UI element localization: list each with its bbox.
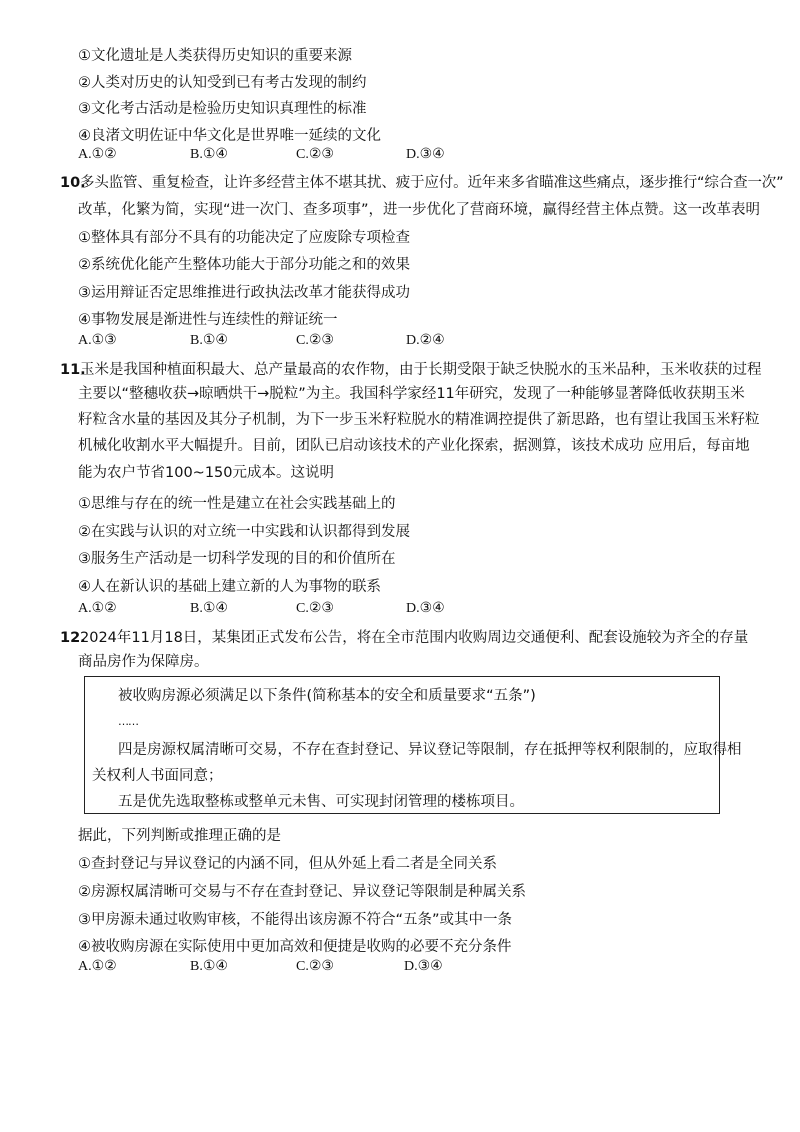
q9-statement-4: ④良渚文明佐证中华文化是世界唯一延续的文化 xyxy=(78,128,381,144)
q11-option-b: B.①④ xyxy=(190,601,228,616)
q12-box-line-5: 五是优先选取整栋或整单元未售、可实现封闭管理的楼栋项目。 xyxy=(118,794,524,810)
q10-option-d: D.②④ xyxy=(406,333,445,348)
q11-option-c: C.②③ xyxy=(296,601,334,616)
q10-statement-4: ④事物发展是渐进性与连续性的辩证统一 xyxy=(78,312,338,328)
q11-stem-line-5: 能为农户节省100~150元成本。这说明 xyxy=(78,465,335,481)
q11-stem-line-3: 籽粒含水量的基因及其分子机制，为下一步玉米籽粒脱水的精准调控提供了新思路，也有望让我国玉米籽粒 xyxy=(78,412,760,428)
q10-option-a: A.①③ xyxy=(78,333,117,348)
q11-statement-4: ④人在新认识的基础上建立新的人为事物的联系 xyxy=(78,579,381,595)
q10-option-c: C.②③ xyxy=(296,333,334,348)
q10-statement-2: ②系统优化能产生整体功能大于部分功能之和的效果 xyxy=(78,257,410,273)
q12-stem-line-1: 2024年11月18日，某集团正式发布公告，将在全市范围内收购周边交通便利、配套设施较为齐全的存量 xyxy=(80,630,749,646)
q12-box-line-4: 关权利人书面同意； xyxy=(92,768,223,784)
q12-option-c: C.②③ xyxy=(296,959,334,974)
q10-statement-1: ①整体具有部分不具有的功能决定了应废除专项检查 xyxy=(78,230,410,246)
q12-option-b: B.①④ xyxy=(190,959,228,974)
q10-number: 10. xyxy=(60,175,86,191)
q11-option-d: D.③④ xyxy=(406,601,445,616)
q9-statement-2: ②人类对历史的认知受到已有考古发现的制约 xyxy=(78,75,367,91)
q9-statement-1: ①文化遗址是人类获得历史知识的重要来源 xyxy=(78,48,352,64)
q10-stem-line-1: 多头监管、重复检查，让许多经营主体不堪其扰、疲于应付。近年来多省瞄准这些痛点，逐步推行“综合查一次” xyxy=(80,175,784,191)
q11-stem-line-4: 机械化收割水平大幅提升。目前，团队已启动该技术的产业化探索，据测算，该技术成功 应用后，每亩地 xyxy=(78,438,750,454)
q12-statement-3: ③甲房源未通过收购审核，不能得出该房源不符合“五条”或其中一条 xyxy=(78,912,513,928)
q12-statement-2: ②房源权属清晰可交易与不存在查封登记、异议登记等限制是种属关系 xyxy=(78,884,526,900)
q10-option-b: B.①④ xyxy=(190,333,228,348)
q9-option-c: C.②③ xyxy=(296,147,334,162)
q11-statement-1: ①思维与存在的统一性是建立在社会实践基础上的 xyxy=(78,496,396,512)
q12-number: 12. xyxy=(60,630,86,646)
q12-option-a: A.①② xyxy=(78,959,117,974)
q10-statement-3: ③运用辩证否定思维推进行政执法改革才能获得成功 xyxy=(78,285,410,301)
q12-box-line-1: 被收购房源必须满足以下条件(简称基本的安全和质量要求“五条”) xyxy=(118,688,536,704)
q11-option-a: A.①② xyxy=(78,601,117,616)
q9-statement-3: ③文化考古活动是检验历史知识真理性的标准 xyxy=(78,101,367,117)
q11-statement-2: ②在实践与认识的对立统一中实践和认识都得到发展 xyxy=(78,524,410,540)
q12-statement-4: ④被收购房源在实际使用中更加高效和便捷是收购的必要不充分条件 xyxy=(78,939,512,955)
q11-statement-3: ③服务生产活动是一切科学发现的目的和价值所在 xyxy=(78,551,396,567)
q12-box-ellipsis: …… xyxy=(118,715,138,728)
q12-option-d: D.③④ xyxy=(404,959,443,974)
q12-stem-line-2: 商品房作为保障房。 xyxy=(78,654,209,670)
q11-stem-line-2: 主要以“整穗收获→晾晒烘干→脱粒”为主。我国科学家经11年研究，发现了一种能够显著降低收获期玉米 xyxy=(78,386,745,402)
q12-box-line-3: 四是房源权属清晰可交易，不存在查封登记、异议登记等限制，存在抵押等权利限制的，应取得相 xyxy=(118,742,742,758)
q9-option-b: B.①④ xyxy=(190,147,228,162)
q9-option-d: D.③④ xyxy=(406,147,445,162)
q9-option-a: A.①② xyxy=(78,147,117,162)
q12-prompt: 据此，下列判断或推理正确的是 xyxy=(78,828,281,844)
q12-statement-1: ①查封登记与异议登记的内涵不同，但从外延上看二者是全同关系 xyxy=(78,856,497,872)
q11-stem-line-1: 玉米是我国种植面积最大、总产量最高的农作物，由于长期受限于缺乏快脱水的玉米品种，玉米收获的过程 xyxy=(80,362,762,378)
q10-stem-line-2: 改革，化繁为简，实现“进一次门、查多项事”，进一步优化了营商环境，赢得经营主体点赞。这一改革表明 xyxy=(78,202,761,218)
q11-number: 11. xyxy=(60,362,86,378)
